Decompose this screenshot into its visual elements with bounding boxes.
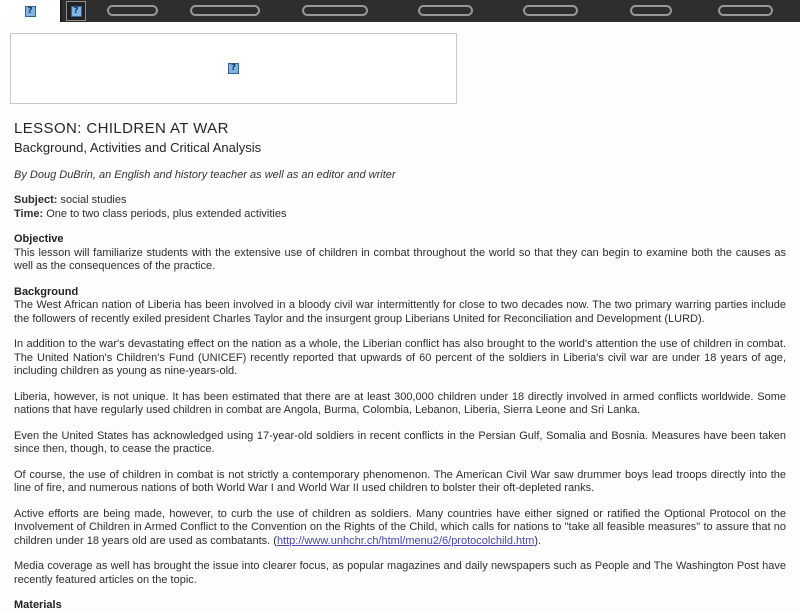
broken-image-icon: ?: [71, 6, 82, 17]
objective-paragraph: This lesson will familiarize students with the extensive use of children in combat throughout the world so that they can begin to examine both the causes as well as the consequences of the practice.: [14, 246, 786, 272]
media-paragraph: Media coverage as well has brought the issue into clearer focus, as popular magazines and daily newspapers such as People and The Washington Post have recently featured articles on the topic.: [14, 560, 786, 586]
background-paragraph: Liberia, however, is not unique. It has been estimated that there are at least 300,000 children under 18 directly involved in armed conflicts worldwide. Some nations that have regularly used children in combat are Angola, Burma, Colombia, Lebanon, Liberia, Sierra Leone and Sri Lanka.: [14, 390, 786, 416]
subject-line: [14, 194, 786, 208]
toolbar-nav-button[interactable]: [418, 5, 473, 16]
subject-label: Subject:: [14, 194, 58, 206]
active-efforts-text-end: ).: [534, 534, 542, 547]
toolbar-logo-slot[interactable]: [0, 0, 62, 22]
time-value: One to two class periods, plus extended activities: [43, 207, 287, 220]
broken-image-icon: ?: [228, 63, 239, 74]
toolbar-nav-button[interactable]: [190, 5, 260, 16]
toolbar-nav-button[interactable]: [107, 5, 158, 16]
toolbar-nav-button[interactable]: [718, 5, 773, 16]
active-efforts-paragraph: [14, 508, 786, 549]
materials-heading: Materials: [14, 599, 62, 611]
toolbar-nav-button[interactable]: [302, 5, 368, 16]
page-title: LESSON: CHILDREN AT WAR: [14, 120, 229, 137]
time-line: [14, 208, 786, 222]
background-paragraph: In addition to the war's devastating effect on the nation as a whole, the Liberian conflict has also brought to the world's attention the use of children in combat. The United Nation's Children's Fund (UNICEF) recently reported that upwards of 60 percent of the soldiers in Liberia's civil war are under 18 years of age, including children as young as nine-years-old.: [14, 338, 786, 377]
background-paragraph: Even the United States has acknowledged using 17-year-old soldiers in recent conflicts in the Persian Gulf, Somalia and Bosnia. Measures have been taken since then, though, to cease the practice.: [14, 429, 786, 455]
toolbar-logo-slot-dark[interactable]: [66, 1, 86, 21]
toolbar-nav-button[interactable]: [630, 5, 672, 16]
banner-image-placeholder: [10, 33, 457, 104]
background-paragraph: The West African nation of Liberia has been involved in a bloody civil war intermittently for close to two decades now. The two primary warring parties include the followers of recently exiled president Charles Taylor and the insurgent group Liberians United for Reconciliation and Development (LURD).: [14, 299, 786, 325]
article-content: [0, 22, 800, 613]
protocol-link[interactable]: http://www.unhchr.ch/html/menu2/6/protocolchild.htm: [276, 534, 535, 547]
byline: By Doug DuBrin, an English and history teacher as well as an editor and writer: [14, 169, 396, 181]
lesson-meta: [14, 194, 786, 221]
toolbar-nav-button[interactable]: [523, 5, 578, 16]
active-efforts-text: Active efforts are being made, however, to curb the use of children as soldiers. Many countries have either signed or ratified the Optional Protocol on the Involvement of Children in Armed Conflict to the Convention on the Rights of the Child, which calls for nations to "take all feasible measures" to assure that no children under 18 years old are used as combatants. (: [14, 507, 786, 547]
top-toolbar: [0, 0, 800, 22]
time-label: Time:: [14, 207, 44, 220]
broken-image-icon: ?: [25, 6, 36, 17]
background-paragraph: Of course, the use of children in combat is not strictly a contemporary phenomenon. The American Civil War saw drummer boys lead troops directly into the line of fire, and numerous nations of both World War I and World War II used children to bolster their oft-depleted ranks.: [14, 468, 786, 494]
page-subtitle: Background, Activities and Critical Analysis: [14, 140, 262, 155]
subject-value: social studies: [57, 194, 127, 206]
objective-heading: Objective: [14, 233, 64, 245]
background-heading: Background: [14, 285, 79, 298]
